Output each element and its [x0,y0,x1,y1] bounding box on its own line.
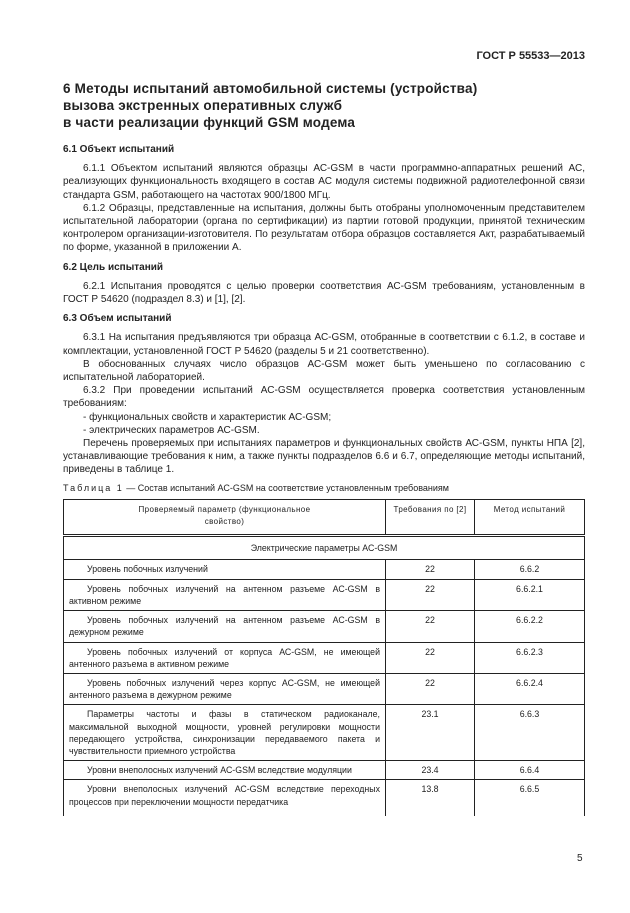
paragraph: 6.2.1 Испытания проводятся с целью проверки соответствия АС-GSM требованиям, установленным в ГОСТ Р 54620 (подраздел 8.3) и [1], [2]. [63,280,585,306]
cell-requirement: 22 [386,642,475,673]
cell-param: Уровень побочных излучений от корпуса АС-GSM, не имеющей антенного разъема в активном режиме [64,642,386,673]
cell-method: 6.6.2 [475,560,585,579]
cell-requirement: 22 [386,560,475,579]
page-content [63,80,585,816]
cell-param: Параметры частоты и фазы в статическом радиоканале, максимальной выходной мощности, уровней регулировки мощности передающего устройства, синхронизации передаваемого пакета и чувствительности приемного устройства [64,705,386,761]
document-header: ГОСТ Р 55533—2013 [476,50,585,62]
paragraph: 6.3.1 На испытания предъявляются три образца АС-GSM, отобранные в соответствии с 6.1.2, в составе и комплектации, установленной ГОСТ Р 54620 (разделы 5 и 21 соответственно). [63,332,585,357]
title-line: 6 Методы испытаний автомобильной системы (устройства) [63,81,478,96]
column-header-requirements: Требования по [2] [386,499,475,535]
paragraph: В обоснованных случаях число образцов АС-GSM может быть уменьшено по согласованию с испытательной лабораторией. [63,358,585,384]
page-number: 5 [577,853,583,864]
title-line: в части реализации функций GSM модема [63,115,356,130]
cell-requirement: 22 [386,611,475,642]
column-header-method: Метод испытаний [475,499,585,535]
cell-param: Уровень побочных излучений через корпус АС-GSM, не имеющей антенного разъема в дежурном режиме [64,673,386,704]
table-caption [63,482,585,495]
table-row [64,705,585,761]
cell-requirement: 22 [386,579,475,610]
cell-method: 6.6.2.3 [475,642,585,673]
table-row [64,560,585,579]
cell-param: Уровень побочных излучений на антенном разъеме АС-GSM в активном режиме [64,579,386,610]
table-row [64,611,585,642]
table-row [64,761,585,780]
title-line: вызова экстренных оперативных служб [63,98,343,113]
cell-requirement: 13.8 [386,780,475,817]
cell-method: 6.6.5 [475,780,585,817]
table-caption-text: — Состав испытаний АС-GSM на соответствие установленным требованиям [123,482,449,493]
paragraph: 6.3.2 При проведении испытаний АС-GSM осуществляется проверка соответствия установленным требованиям: [63,385,585,410]
cell-param: Уровни внеполосных излучений АС-GSM вследствие переходных процессов при переключении мощности передатчика [64,780,386,817]
table-row [64,579,585,610]
table-group-row [64,536,585,560]
cell-method: 6.6.4 [475,761,585,780]
table-row [64,673,585,704]
heading-6-1: 6.1 Объект испытаний [63,144,175,155]
table-caption-label: Таблица 1 [63,482,124,493]
tests-table [63,499,585,816]
cell-requirement: 23.1 [386,705,475,761]
group-label: Электрические параметры АС-GSM [64,536,585,560]
column-header-param: Проверяемый параметр (функциональное свойство) [64,499,386,535]
cell-param: Уровень побочных излучений на антенном разъеме АС-GSM в дежурном режиме [64,611,386,642]
section-title [63,80,585,131]
table-row [64,642,585,673]
cell-requirement: 23.4 [386,761,475,780]
cell-method: 6.6.2.2 [475,611,585,642]
list-item: - электрических параметров АС-GSM. [83,424,260,436]
heading-6-2: 6.2 Цель испытаний [63,261,164,273]
table-row [64,780,585,817]
paragraph: 6.1.2 Образцы, представленные на испытания, должны быть отобраны уполномоченным представителем испытательной лаборатории (органа по сертификации) из партии готовой продукции, принятой техническим контролером организации-изготовителя. По результатам отбора образцов составляется Акт, разрабатываемый по форме, указанной в приложении А. [63,202,585,254]
paragraph: Перечень проверяемых при испытаниях параметров и функциональных свойств АС-GSM, пункты НПА [2], устанавливающие требования к ним, а также пункты подразделов 6.6 и 6.7, определяющие методы испытаний, приведены в таблице 1. [63,438,585,476]
cell-param: Уровень побочных излучений [64,560,386,579]
table-header-row [64,499,585,535]
cell-param: Уровни внеполосных излучений АС-GSM вследствие модуляции [64,761,386,780]
cell-requirement: 22 [386,673,475,704]
cell-method: 6.6.2.1 [475,579,585,610]
list-item: - функциональных свойств и характеристик АС-GSM; [83,411,332,423]
cell-method: 6.6.3 [475,705,585,761]
cell-method: 6.6.2.4 [475,673,585,704]
heading-6-3: 6.3 Объем испытаний [63,313,172,325]
paragraph: 6.1.1 Объектом испытаний являются образцы АС-GSM в части программно-аппаратных решений АС, реализующих функциональность входящего в состав АС модуля системы подвижной радиотелефонной связи стандарта GSM, работающего на частотах 900/1800 МГц. [63,163,585,201]
